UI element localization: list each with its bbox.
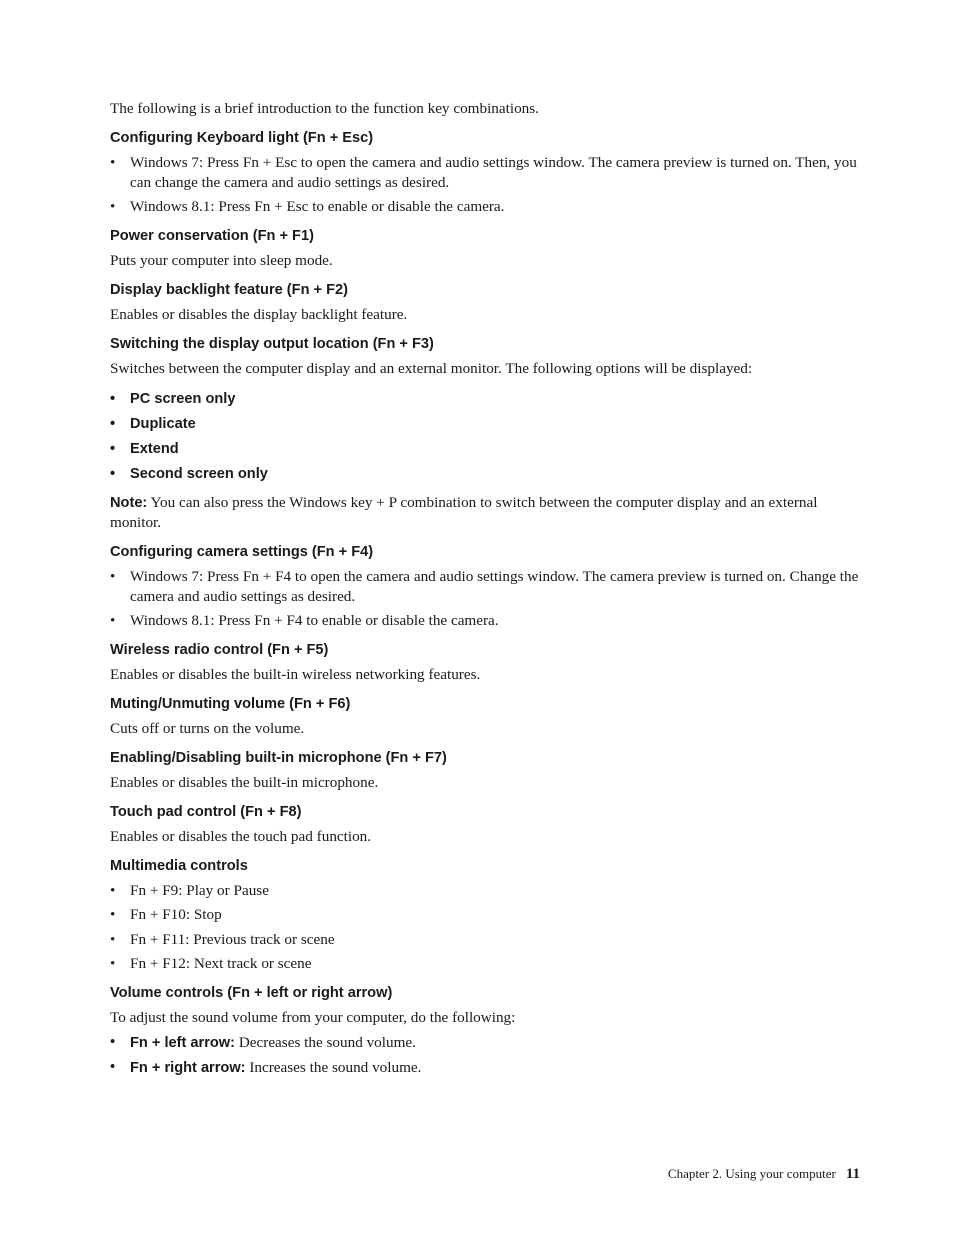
- heading-display-output: Switching the display output location (Fn + F3): [110, 335, 434, 352]
- bullet-glyph: •: [110, 154, 116, 171]
- list-item: • Fn + F9: Play or Pause: [110, 881, 269, 899]
- wireless-radio-text: Enables or disables the built-in wireless networking features.: [110, 665, 481, 683]
- footer-chapter: Chapter 2. Using your computer: [667, 1166, 836, 1181]
- volume-controls-text: To adjust the sound volume from your computer, do the following:: [110, 1008, 516, 1026]
- intro-text: The following is a brief introduction to the function key combinations.: [110, 100, 539, 117]
- list-item: • Fn + left arrow: Decreases the sound volume.: [110, 1033, 416, 1051]
- list-item: • PC screen only: [110, 390, 860, 410]
- note-label: Note:: [110, 495, 148, 511]
- page-footer: [668, 1166, 860, 1183]
- bullet-glyph: •: [110, 390, 116, 407]
- note-paragraph: [110, 493, 860, 533]
- camera-settings-list: [110, 567, 860, 631]
- volume-controls-list: [110, 1033, 860, 1079]
- display-options-list: [110, 390, 860, 485]
- heading-volume-controls: Volume controls (Fn + left or right arrow): [110, 984, 393, 1001]
- heading-touch-pad: Touch pad control (Fn + F8): [110, 803, 302, 820]
- list-item: • Fn + right arrow: Increases the sound volume.: [110, 1059, 422, 1076]
- page-content: [110, 99, 860, 1088]
- heading-wireless-radio: Wireless radio control (Fn + F5): [110, 641, 329, 658]
- heading-camera-settings: Configuring camera settings (Fn + F4): [110, 544, 374, 560]
- heading-keyboard-light: Configuring Keyboard light (Fn + Esc): [110, 130, 374, 146]
- page-number: 11: [845, 1166, 860, 1182]
- bullet-glyph: •: [110, 930, 116, 948]
- heading-microphone: Enabling/Disabling built-in microphone (Fn + F7): [110, 749, 447, 766]
- bullet-glyph: •: [110, 881, 116, 899]
- muting-volume-text: Cuts off or turns on the volume.: [110, 719, 305, 737]
- bullet-glyph: •: [110, 1059, 116, 1075]
- key-combo: Fn + left arrow:: [130, 1034, 236, 1051]
- bullet-glyph: •: [110, 906, 116, 923]
- bullet-glyph: •: [110, 612, 116, 629]
- microphone-text: Enables or disables the built-in microphone.: [110, 773, 379, 791]
- multimedia-list: [110, 881, 860, 974]
- bullet-glyph: •: [110, 568, 116, 585]
- list-item: • Windows 8.1: Press Fn + Esc to enable or disable the camera.: [110, 198, 505, 215]
- bullet-glyph: •: [110, 440, 116, 457]
- list-item: • Second screen only: [110, 465, 860, 485]
- heading-display-backlight: Display backlight feature (Fn + F2): [110, 281, 349, 298]
- list-item: • Windows 7: Press Fn + F4 to open the camera and audio settings window. The camera preview is turned on. Change the camera and audio settings as desired.: [110, 568, 859, 605]
- list-item: • Fn + F10: Stop: [110, 906, 222, 923]
- list-item: • Duplicate: [110, 415, 860, 435]
- display-output-text: Switches between the computer display and an external monitor. The following options will be displayed:: [110, 359, 753, 377]
- list-item: • Windows 8.1: Press Fn + F4 to enable or disable the camera.: [110, 612, 499, 629]
- list-item: • Windows 7: Press Fn + Esc to open the camera and audio settings window. The camera preview is turned on. Then, you can change the camera and audio settings as desired.: [110, 154, 857, 191]
- heading-power-conservation: Power conservation (Fn + F1): [110, 227, 314, 244]
- list-item: • Fn + F12: Next track or scene: [110, 955, 312, 972]
- bullet-glyph: •: [110, 955, 116, 972]
- keyboard-light-list: [110, 153, 860, 217]
- bullet-glyph: •: [110, 465, 116, 482]
- bullet-glyph: •: [110, 198, 116, 215]
- bullet-glyph: •: [110, 415, 116, 432]
- list-item: • Extend: [110, 440, 860, 460]
- bullet-glyph: •: [110, 1033, 116, 1050]
- note-text: You can also press the Windows key + P combination to switch between the computer display and an external monitor.: [110, 494, 818, 531]
- display-backlight-text: Enables or disables the display backlight feature.: [110, 305, 408, 323]
- heading-multimedia: Multimedia controls: [110, 857, 248, 874]
- touch-pad-text: Enables or disables the touch pad function.: [110, 827, 372, 845]
- heading-muting-volume: Muting/Unmuting volume (Fn + F6): [110, 695, 351, 712]
- list-item: • Fn + F11: Previous track or scene: [110, 930, 335, 948]
- key-combo: Fn + right arrow:: [130, 1060, 246, 1076]
- power-conservation-text: Puts your computer into sleep mode.: [110, 251, 333, 269]
